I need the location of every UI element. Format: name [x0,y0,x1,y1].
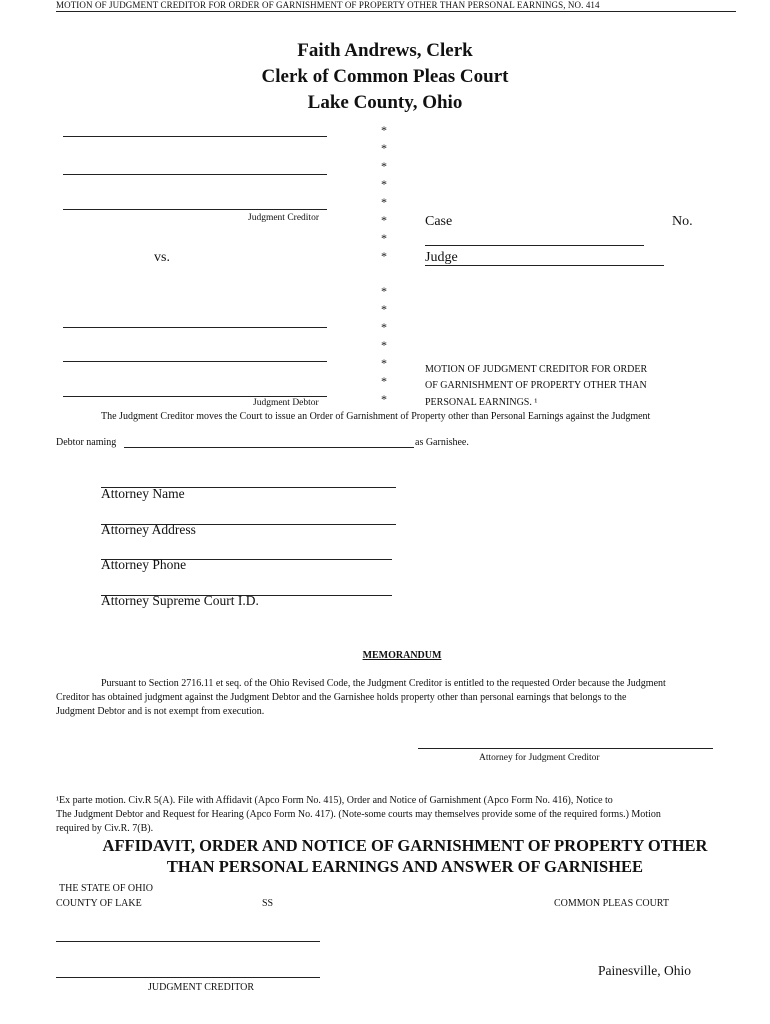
ss-label: SS [262,898,274,909]
creditor-line-2 [63,174,327,175]
case-no-label: No. [672,214,693,229]
affidavit-title-1: AFFIDAVIT, ORDER AND NOTICE OF GARNISHMENT OF PROPERTY OTHER [102,836,708,855]
court-name: Clerk of Common Pleas Court [261,66,509,87]
judge-label: Judge [425,250,458,265]
affidavit-line-1 [56,941,320,942]
creditor-line-1 [63,136,327,137]
debtor-naming-label: Debtor naming [56,437,117,448]
motion-title-1: MOTION OF JUDGMENT CREDITOR FOR ORDER [425,364,648,375]
memorandum-heading: MEMORANDUM [362,650,442,661]
attorney-supreme-court-id: Attorney Supreme Court I.D. [101,593,259,608]
motion-title-2: OF GARNISHMENT OF PROPERTY OTHER THAN [425,380,647,391]
caption-star: * [381,123,387,137]
attorney-address: Attorney Address [101,522,196,537]
affidavit-line-2 [56,977,320,978]
caption-star: * [381,302,387,316]
judgment-debtor-label: Judgment Debtor [253,398,319,408]
clerk-name: Faith Andrews, Clerk [297,40,473,61]
caption-star: * [381,338,387,352]
footnote-line-2: The Judgment Debtor and Request for Hearing (Apco Form No. 417). (Note-some courts may themselves provide some of the required forms.) Motion [56,809,661,820]
caption-star: * [381,213,387,227]
caption-star: * [381,159,387,173]
caption-star: * [381,249,387,263]
caption-star: * [381,284,387,298]
attorney-name: Attorney Name [101,486,185,501]
memorandum-line-3: Judgment Debtor and is not exempt from execution. [56,706,265,717]
state-of-ohio: THE STATE OF OHIO [59,883,153,894]
caption-star: * [381,141,387,155]
memorandum-line-2: Creditor has obtained judgment against the Judgment Debtor and the Garnishee holds property other than personal earnings that belongs to the [56,692,627,703]
vs-label: vs. [154,250,170,265]
attorney-signature-line [418,748,713,749]
motion-title-3: PERSONAL EARNINGS. ¹ [425,397,538,408]
memorandum-line-1: Pursuant to Section 2716.11 et seq. of the Ohio Revised Code, the Judgment Creditor is entitled to the requested Order because the Judgment [101,678,666,689]
creditor-line-3 [63,209,327,210]
garnishee-name-line [124,447,414,448]
caption-star: * [381,177,387,191]
judgment-creditor-label: Judgment Creditor [248,213,319,223]
attorney-phone: Attorney Phone [101,557,187,572]
caption-star: * [381,320,387,334]
debtor-line-3 [63,396,327,397]
footnote-line-3: required by Civ.R. 7(B). [56,823,154,834]
motion-text: The Judgment Creditor moves the Court to issue an Order of Garnishment of Property other than Personal Earnings against the Judgment [101,411,651,422]
caption-star: * [381,356,387,370]
caption-star: * [381,231,387,245]
debtor-line-2 [63,361,327,362]
affidavit-title-2: THAN PERSONAL EARNINGS AND ANSWER OF GARNISHEE [166,857,644,876]
caption-star: * [381,374,387,388]
footnote-line-1: ¹Ex parte motion. Civ.R 5(A). File with Affidavit (Apco Form No. 415), Order and Notice of Garnishment (Apco Form No. 416), Notice to [56,795,613,806]
attorney-signature-label: Attorney for Judgment Creditor [479,753,600,763]
case-number-line [425,245,644,246]
case-label: Case [425,214,453,229]
caption-star: * [381,392,387,406]
judgment-creditor-caption: JUDGMENT CREDITOR [148,982,255,993]
common-pleas-court: COMMON PLEAS COURT [554,898,669,909]
form-header: MOTION OF JUDGMENT CREDITOR FOR ORDER OF GARNISHMENT OF PROPERTY OTHER THAN PERSONAL EARNINGS, NO. 414 [56,0,736,12]
county-name: Lake County, Ohio [307,92,463,113]
debtor-line-1 [63,327,327,328]
caption-star: * [381,195,387,209]
as-garnishee-label: as Garnishee. [415,437,469,448]
judge-line [425,265,664,266]
painesville-ohio: Painesville, Ohio [598,963,691,978]
county-of-lake: COUNTY OF LAKE [56,898,142,909]
